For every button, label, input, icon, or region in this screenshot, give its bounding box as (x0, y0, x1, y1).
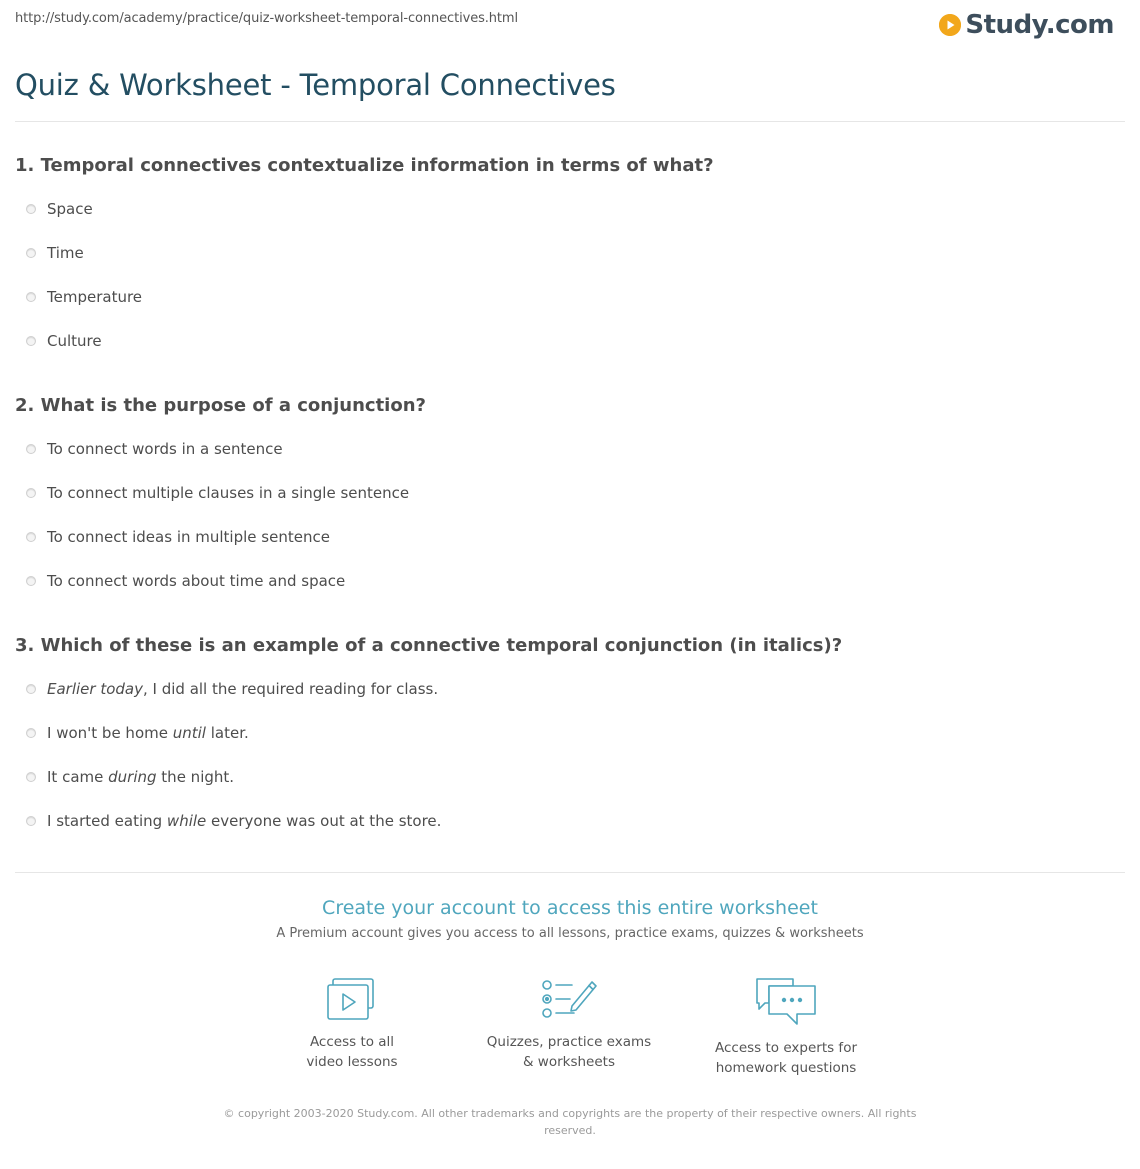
option-list (15, 667, 1125, 843)
option-label: Earlier today, I did all the required reading for class. (47, 680, 439, 698)
feature-quizzes (469, 976, 669, 1072)
copyright-notice: © copyright 2003-2020 Study.com. All other trademarks and copyrights are the property of their respective owners. All rights reserved. (223, 1107, 917, 1137)
answer-option[interactable] (15, 559, 1125, 603)
question-2 (15, 395, 1125, 603)
question-text: 3. Which of these is an example of a connective temporal conjunction (in italics)? (15, 635, 843, 656)
radio-button[interactable] (26, 488, 36, 498)
question-3 (15, 635, 1125, 843)
radio-button[interactable] (26, 532, 36, 542)
quiz-checklist-icon (540, 976, 598, 1022)
option-label: To connect words in a sentence (47, 440, 283, 458)
study-logo[interactable] (939, 9, 1114, 41)
question-text: 1. Temporal connectives contextualize information in terms of what? (15, 155, 714, 176)
radio-button[interactable] (26, 444, 36, 454)
question-text: 2. What is the purpose of a conjunction? (15, 395, 426, 416)
page-url: http://study.com/academy/practice/quiz-worksheet-temporal-connectives.html (15, 11, 519, 26)
play-logo-icon (939, 14, 961, 36)
radio-button[interactable] (26, 772, 36, 782)
answer-option[interactable] (15, 711, 1125, 755)
option-label: I started eating while everyone was out at the store. (47, 812, 442, 830)
option-list (15, 427, 1125, 603)
option-label: Time (47, 244, 84, 262)
radio-button[interactable] (26, 684, 36, 694)
answer-option[interactable] (15, 231, 1125, 275)
radio-button[interactable] (26, 292, 36, 302)
feature-label: Access to all video lessons (306, 1034, 398, 1070)
option-label: Space (47, 200, 93, 218)
logo-text: Study.com (965, 10, 1114, 40)
answer-option[interactable] (15, 275, 1125, 319)
answer-option[interactable] (15, 667, 1125, 711)
answer-option[interactable] (15, 471, 1125, 515)
cta-divider (15, 872, 1125, 873)
cta-title-link[interactable]: Create your account to access this entire worksheet (322, 897, 818, 919)
option-label: I won't be home until later. (47, 724, 249, 742)
option-label: To connect ideas in multiple sentence (47, 528, 330, 546)
cta-subtitle: A Premium account gives you access to all lessons, practice exams, quizzes & worksheets (276, 926, 864, 941)
answer-option[interactable] (15, 319, 1125, 363)
title-divider (15, 121, 1125, 122)
video-lessons-icon (325, 976, 379, 1022)
radio-button[interactable] (26, 728, 36, 738)
question-1 (15, 155, 1125, 363)
feature-label: Quizzes, practice exams & worksheets (486, 1034, 652, 1070)
page-title: Quiz & Worksheet - Temporal Connectives (15, 68, 616, 102)
option-label: To connect multiple clauses in a single sentence (47, 484, 410, 502)
feature-label: Access to experts for homework questions (714, 1040, 857, 1076)
chat-experts-icon (753, 976, 819, 1028)
radio-button[interactable] (26, 336, 36, 346)
feature-experts (686, 976, 886, 1078)
radio-button[interactable] (26, 204, 36, 214)
answer-option[interactable] (15, 187, 1125, 231)
answer-option[interactable] (15, 799, 1125, 843)
radio-button[interactable] (26, 248, 36, 258)
radio-button[interactable] (26, 576, 36, 586)
answer-option[interactable] (15, 755, 1125, 799)
option-label: Temperature (47, 288, 143, 306)
feature-video-lessons (252, 976, 452, 1072)
answer-option[interactable] (15, 515, 1125, 559)
radio-button[interactable] (26, 816, 36, 826)
answer-option[interactable] (15, 427, 1125, 471)
option-list (15, 187, 1125, 363)
option-label: To connect words about time and space (47, 572, 346, 590)
option-label: It came during the night. (47, 768, 235, 786)
option-label: Culture (47, 332, 102, 350)
